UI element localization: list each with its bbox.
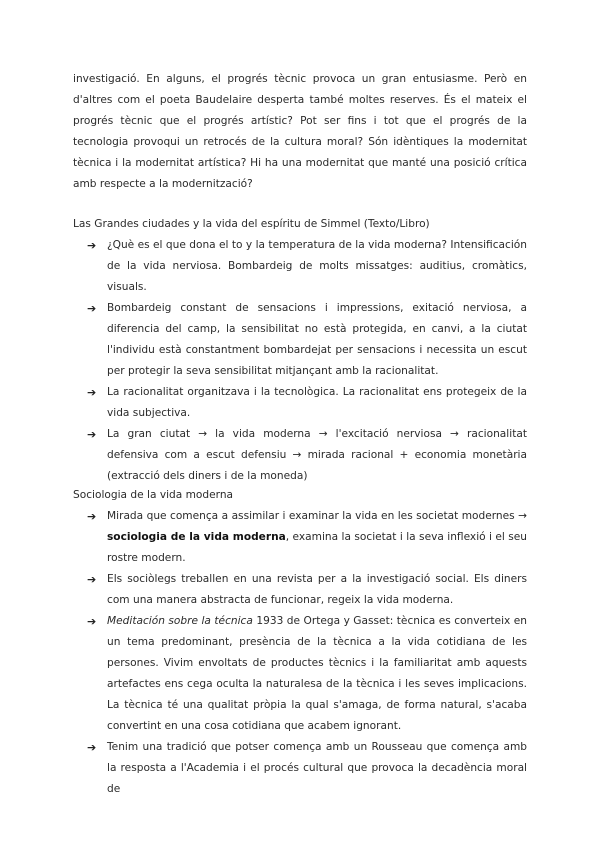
list-item [87, 235, 527, 298]
list-item-text: Tenim una tradició que potser comença amb un Rousseau que comença amb la resposta a l'Academia i el procés cultural que provoca la decadència moral de [107, 741, 527, 795]
arrow-right-icon: ➔ [87, 573, 97, 586]
simmel-bullet-list [87, 235, 527, 487]
list-item [87, 737, 527, 800]
list-item [87, 506, 527, 569]
arrow-right-icon: ➔ [87, 741, 97, 754]
list-item [87, 611, 527, 737]
section-title-simmel: Las Grandes ciudades y la vida del espíritu de Simmel (Texto/Libro) [73, 218, 430, 230]
arrow-right-icon: ➔ [87, 239, 97, 252]
list-item-text: La racionalitat organitzava i la tecnològica. La racionalitat ens protegeix de la vida subjectiva. [107, 386, 527, 419]
arrow-right-icon: ➔ [87, 302, 97, 315]
list-item [87, 298, 527, 382]
list-item-text: Bombardeig constant de sensacions i impressions, exitació nerviosa, a diferencia del camp, la sensibilitat no està protegida, en canvi, a la ciutat l'individu està constantment bombardejat per sensacions i necessita un escut per protegir la seva sensibilitat mitjançant amb la racionalitat. [107, 302, 527, 377]
list-item [87, 424, 527, 487]
arrow-right-icon: ➔ [87, 615, 97, 628]
list-item-text: La gran ciutat → la vida moderna → l'excitació nerviosa → racionalitat defensiva com a escut defensiu → mirada racional + economia monetària (extracció dels diners i de la moneda) [107, 428, 527, 482]
list-item-text: Els sociòlegs treballen en una revista per a la investigació social. Els diners com una manera abstracta de funcionar, regeix la vida moderna. [107, 573, 527, 606]
intro-paragraph: investigació. En alguns, el progrés tècnic provoca un gran entusiasme. Però en d'altres com el poeta Baudelaire desperta també moltes reserves. És el mateix el progrés tècnic que el progrés artístic? Pot ser fins i tot que el progrés de la tecnologia provoqui un retrocés de la cultura moral? Són idèntiques la modernitat tècnica i la modernitat artística? Hi ha una modernitat que manté una posició crítica amb respecte a la modernització? [73, 73, 527, 190]
arrow-right-icon: ➔ [87, 428, 97, 441]
list-item-text-pre: Mirada que comença a assimilar i examinar la vida en les societat modernes → [107, 510, 527, 522]
list-item-text: 1933 de Ortega y Gasset: tècnica es converteix en un tema predominant, presència de la tècnica a la vida cotidiana de les persones. Vivim envoltats de productes tècnics i la familiaritat amb aquests artefactes ens cega oculta la naturalesa de la tècnica i les seves implicacions. La tècnica té una qualitat pròpia la qual s'amaga, de forma natural, s'acaba convertint en una cosa cotidiana que acabem ignorant. [107, 615, 527, 732]
list-item-text-post: , examina la societat i la seva inflexió i el seu rostre modern. [107, 531, 527, 564]
sociologia-bullet-list [87, 506, 527, 800]
list-item-text: ¿Què es el que dona el to y la temperatura de la vida moderna? Intensificación de la vida nerviosa. Bombardeig de molts missatges: auditius, cromàtics, visuals. [107, 239, 527, 293]
book-title: Meditación sobre la técnica [107, 615, 253, 627]
bold-term: sociologia de la vida moderna [107, 531, 286, 543]
arrow-right-icon: ➔ [87, 510, 97, 523]
arrow-right-icon: ➔ [87, 386, 97, 399]
list-item [87, 382, 527, 424]
section-title-sociologia: Sociologia de la vida moderna [73, 489, 234, 501]
list-item [87, 569, 527, 611]
